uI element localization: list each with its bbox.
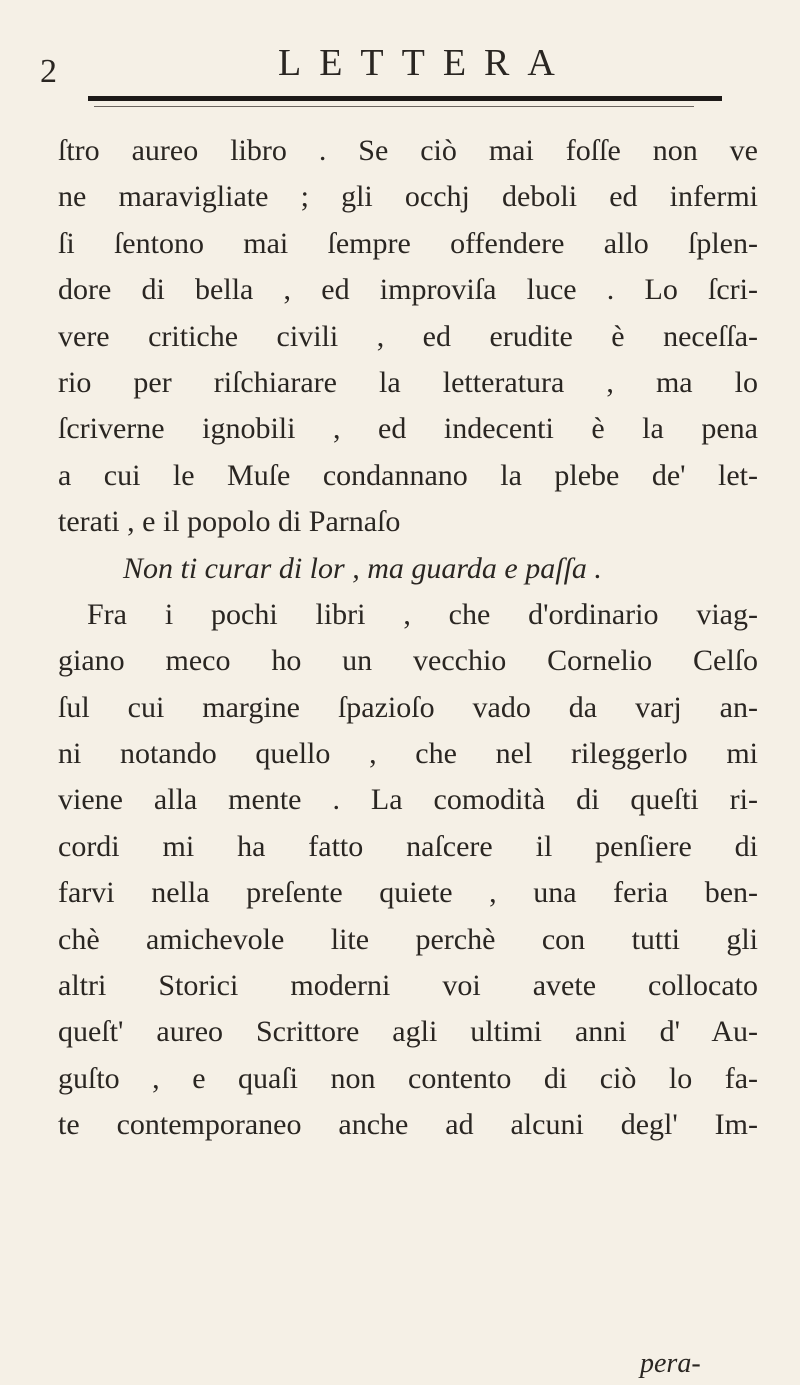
text-line: farvi nella preſente quiete , una feria ben-: [58, 876, 758, 910]
text-line: te contemporaneo anche ad alcuni degl' Im-: [58, 1108, 758, 1142]
header-rule-thin: [94, 106, 694, 107]
text-line: queſt' aureo Scrittore agli ultimi anni d' Au-: [58, 1015, 758, 1049]
text-line: viene alla mente . La comodità di queſti ri-: [58, 783, 758, 817]
text-line: a cui le Muſe condannano la plebe de' let-: [58, 458, 758, 492]
text-line: ne maravigliate ; gli occhj deboli ed infermi: [58, 180, 758, 214]
text-line: ſtro aureo libro . Se ciò mai foſſe non ve: [58, 134, 758, 167]
catchword: pera-: [640, 1348, 701, 1379]
text-line: ni notando quello , che nel rileggerlo mi: [58, 737, 758, 771]
text-line: dore di bella , ed improviſa luce . Lo ſcri-: [58, 273, 758, 307]
quotation-line: Non ti curar di lor , ma guarda e paſſa .: [123, 551, 602, 585]
text-line: cordi mi ha fatto naſcere il penſiere di: [58, 829, 758, 863]
text-line: ſi ſentono mai ſempre offendere allo ſplen-: [58, 226, 758, 260]
text-line: ſul cui margine ſpazioſo vado da varj an-: [58, 690, 758, 724]
text-line: chè amichevole lite perchè con tutti gli: [58, 922, 758, 956]
body-text: [58, 128, 758, 1149]
running-title: LETTERA: [278, 42, 573, 84]
header-rule: [88, 96, 722, 101]
page-number: 2: [40, 53, 57, 90]
text-line: ſcriverne ignobili , ed indecenti è la pena: [58, 412, 758, 446]
paragraph-start-line: Fra i pochi libri , che d'ordinario viag-: [87, 597, 758, 631]
text-line: vere critiche civili , ed erudite è neceſſa-: [58, 319, 758, 353]
text-line: giano meco ho un vecchio Cornelio Celſo: [58, 644, 758, 678]
text-line: guſto , e quaſi non contento di ciò lo fa-: [58, 1061, 758, 1095]
text-line: terati , e il popolo di Parnaſo: [58, 505, 401, 539]
text-line: altri Storici moderni voi avete collocato: [58, 969, 758, 1003]
text-line: rio per riſchiarare la letteratura , ma lo: [58, 365, 758, 399]
